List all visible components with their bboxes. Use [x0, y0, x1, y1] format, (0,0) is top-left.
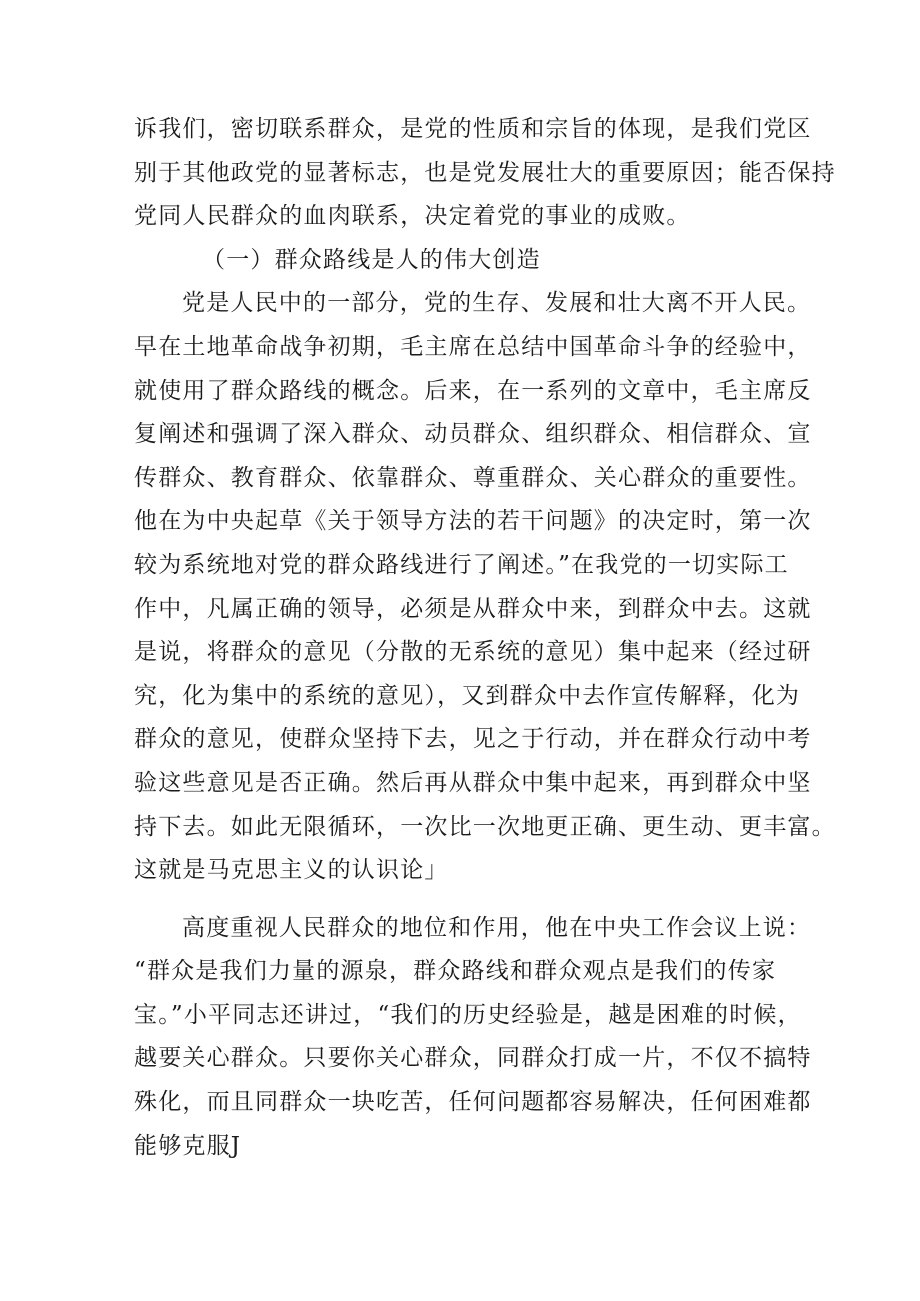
- document-body: [134, 108, 836, 1168]
- text-line: 传群众、教育群众、依靠群众、尊重群众、关心群众的重要性。: [134, 464, 812, 491]
- text-line: 殊化，而且同群众一块吃苦，任何问题都容易解决，任何困难都: [134, 1089, 812, 1116]
- text-line: 复阐述和强调了深入群众、动员群众、组织群众、相信群众、宣: [134, 421, 812, 448]
- text-line: 高度重视人民群众的地位和作用，他在中央工作会议上说：: [182, 914, 812, 941]
- text-line: 别于其他政党的显著标志，也是党发展壮大的重要原因；能否保持: [134, 159, 836, 186]
- text-line: 早在土地革命战争初期，毛主席在总结中国革命斗争的经验中，: [134, 333, 812, 360]
- section-heading: （一）群众路线是人的伟大创造: [202, 246, 541, 273]
- text-line: 党同人民群众的血肉联系，决定着党的事业的成败。: [134, 203, 691, 230]
- text-line: 宝。”小平同志还讲过，“我们的历史经验是，越是困难的时候，: [134, 1001, 802, 1028]
- text-line: 群众的意见，使群众坚持下去，见之于行动，并在群众行动中考: [134, 726, 812, 753]
- intro-paragraph: [134, 108, 836, 239]
- text-line: “群众是我们力量的源泉，群众路线和群众观点是我们的传家: [134, 958, 777, 985]
- text-line: 验这些意见是否正确。然后再从群众中集中起来，再到群众中坚: [134, 769, 812, 796]
- text-line: 究，化为集中的系统的意见），又到群众中去作宣传解释，化为: [134, 682, 801, 709]
- text-line: 就使用了群众路线的概念。后来，在一系列的文章中，毛主席反: [134, 377, 812, 404]
- text-line: 他在为中央起草《关于领导方法的若干问题》的决定时，第一次: [134, 508, 812, 535]
- paragraph-2: [134, 907, 812, 1169]
- text-line: 作中，凡属正确的领导，必须是从群众中来，到群众中去。这就: [134, 595, 812, 622]
- text-line: 越要关心群众。只要你关心群众，同群众打成一片，不仅不搞特: [134, 1045, 812, 1072]
- text-line: 较为系统地对党的群众路线进行了阐述。”在我党的一切实际工: [134, 551, 789, 578]
- paragraph-gap: [134, 893, 794, 907]
- text-line: 党是人民中的一部分，党的生存、发展和壮大离不开人民。: [182, 290, 812, 317]
- text-line: 是说，将群众的意见（分散的无系统的意见）集中起来（经过研: [134, 639, 812, 666]
- text-line: 诉我们，密切联系群众，是党的性质和宗旨的体现，是我们党区: [134, 116, 812, 142]
- paragraph-1: [134, 282, 836, 892]
- text-line: 这就是马克思主义的认识论」: [134, 857, 449, 884]
- text-line: 能够克服J: [134, 1132, 242, 1159]
- text-line: 持下去。如此无限循环，一次比一次地更正确、更生动、更丰富。: [134, 813, 836, 840]
